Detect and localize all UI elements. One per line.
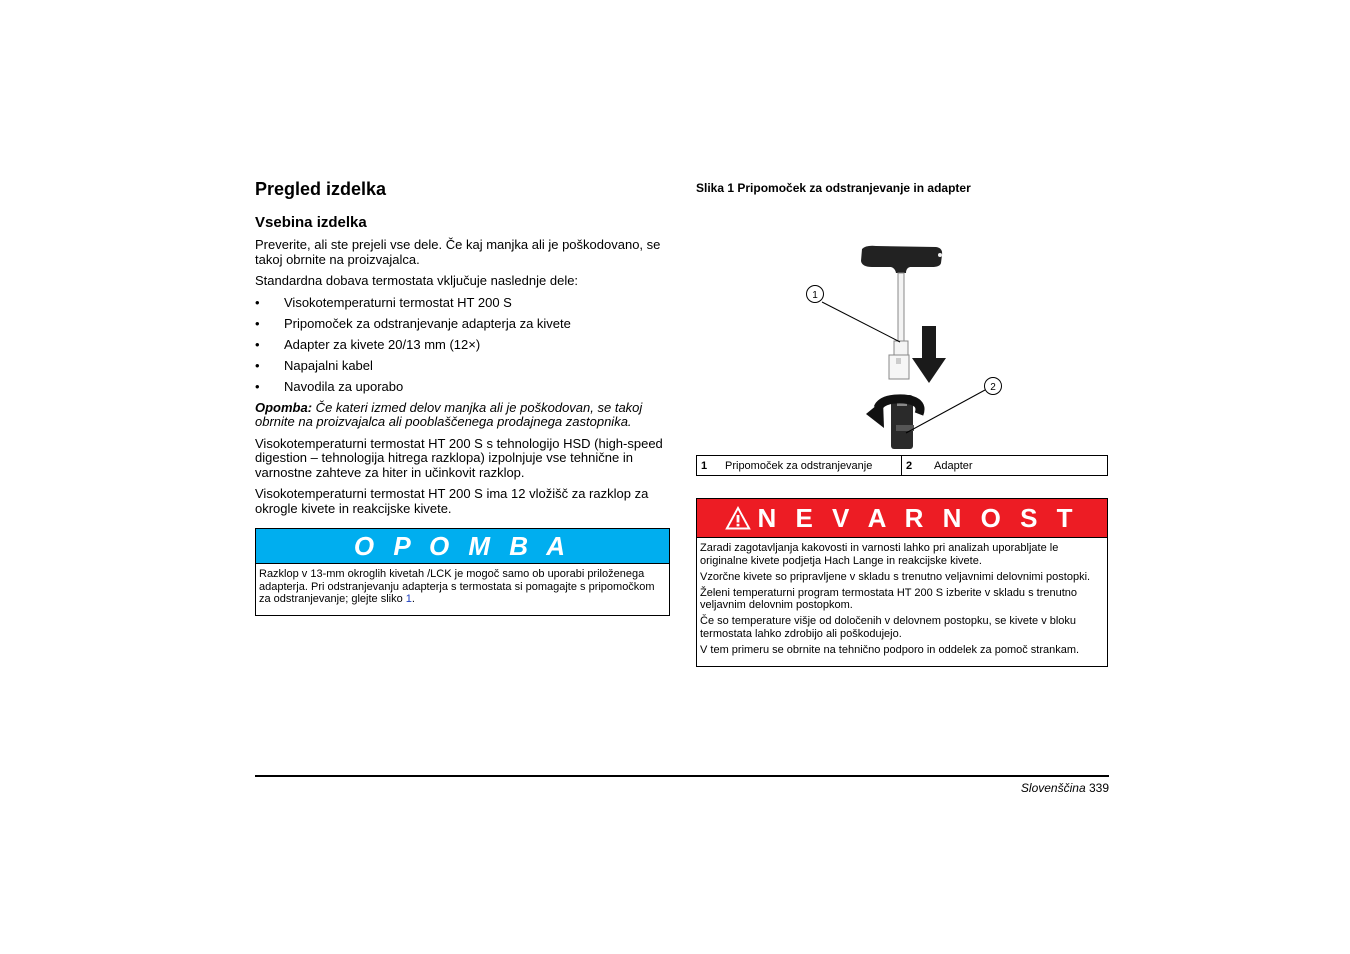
note-paragraph	[255, 401, 670, 430]
danger-box-title: N E V A R N O S T	[757, 503, 1079, 533]
section-title: Pregled izdelka	[255, 179, 387, 199]
danger-line: Vzorčne kivete so pripravljene v skladu s trenutno veljavnimi delovnimi postopki.	[700, 570, 1091, 583]
danger-line: Zaradi zagotavljanja kakovosti in varnosti lahko pri analizah uporabljate le originalne kivete podjetja Hach Lange in reakcijske kivete.	[700, 542, 1059, 567]
bullet-icon: •	[255, 357, 260, 373]
subsection-title: Vsebina izdelka	[255, 214, 367, 231]
bullet-icon: •	[255, 336, 260, 352]
callout-1-label: 1	[812, 290, 818, 301]
tool-handle	[861, 246, 942, 273]
handle-tip	[938, 253, 942, 257]
danger-box-header	[697, 499, 1107, 538]
figure-legend	[696, 455, 1108, 476]
danger-box-body	[697, 538, 1107, 666]
intro-paragraph: Preverite, ali ste prejeli vse dele. Če kaj manjka ali je poškodovano, se takoj obrnite na proizvajalca.	[255, 237, 661, 267]
bullet-icon: •	[255, 315, 260, 331]
footer-language: Slovenščina	[1020, 781, 1086, 795]
removal-tool-illustration	[696, 195, 1108, 455]
note-box-text: Razklop v 13-mm okroglih kivetah /LCK je mogoč samo ob uporabi priloženega adapterja. Pri odstranjevanju adapterja s termostata si pomagajte s pripomočkom za odstranjevanje; glejte sliko 1.	[259, 568, 655, 605]
note-label: Opomba:	[255, 399, 313, 415]
note-box-header	[256, 529, 669, 564]
page-footer	[255, 781, 1109, 795]
danger-line: Želeni temperaturni program termostata HT 200 S izberite v skladu s trenutno veljavnim delovnim postopkom.	[700, 586, 1078, 611]
footer-rule	[255, 775, 1109, 777]
bullet-icon: •	[255, 294, 260, 310]
list-item: • Pripomoček za odstranjevanje adapterja za kivete	[255, 315, 571, 331]
hsd-paragraph: Visokotemperaturni termostat HT 200 S s tehnologijo HSD (high-speed digestion – tehnologija hitrega razklopa) izpolnjuje vse tehnične in varnostne zahteve za hiter in učinkovit razklop.	[255, 435, 663, 480]
tool-tip-upper	[894, 341, 908, 355]
legend-label: Adapter	[934, 459, 973, 472]
tool-tip-notch	[896, 358, 901, 364]
tool-shaft	[898, 273, 904, 341]
danger-box	[696, 498, 1108, 667]
list-item: • Napajalni kabel	[255, 357, 373, 373]
bullet-icon: •	[255, 378, 260, 394]
callout-2-label: 2	[990, 382, 996, 393]
legend-label: Pripomoček za odstranjevanje	[725, 456, 902, 475]
danger-line: Če so temperature višje od določenih v delovnem postopku, se kivete v bloku termostata lahko zdrobijo ali poškodujejo.	[700, 615, 1077, 640]
delivery-paragraph: Standardna dobava termostata vključuje naslednje dele:	[255, 273, 579, 288]
parts-list	[255, 296, 670, 395]
page-number: 339	[1088, 781, 1109, 795]
danger-line: V tem primeru se obrnite na tehnično podporo in oddelek za pomoč strankam.	[700, 643, 1080, 656]
note-box	[255, 528, 670, 616]
callout-1-line	[822, 302, 900, 342]
right-column	[696, 178, 1108, 667]
left-column	[255, 178, 670, 616]
down-arrow-icon	[912, 326, 946, 383]
list-item: • Navodila za uporabo	[255, 378, 404, 394]
list-item: • Visokotemperaturni termostat HT 200 S	[255, 294, 512, 310]
legend-num: 2	[906, 459, 913, 472]
list-item: • Adapter za kivete 20/13 mm (12×)	[255, 336, 481, 352]
note-text: Če kateri izmed delov manjka ali je poškodovan, se takoj obrnite na proizvajalca ali pooblaščenega prodajnega zastopnika.	[255, 399, 643, 429]
note-box-title: O P O M B A	[353, 531, 572, 561]
figure-caption: Slika 1 Pripomoček za odstranjevanje in adapter	[696, 181, 971, 195]
legend-num: 1	[701, 459, 708, 472]
note-box-body	[256, 564, 669, 615]
slots-paragraph: Visokotemperaturni termostat HT 200 S ima 12 vložišč za razklop za okrogle kivete in reakcijske kivete.	[255, 486, 649, 516]
figure-link[interactable]: 1	[405, 593, 412, 605]
figure-illustration	[696, 195, 1108, 455]
warning-triangle-icon	[725, 506, 751, 530]
